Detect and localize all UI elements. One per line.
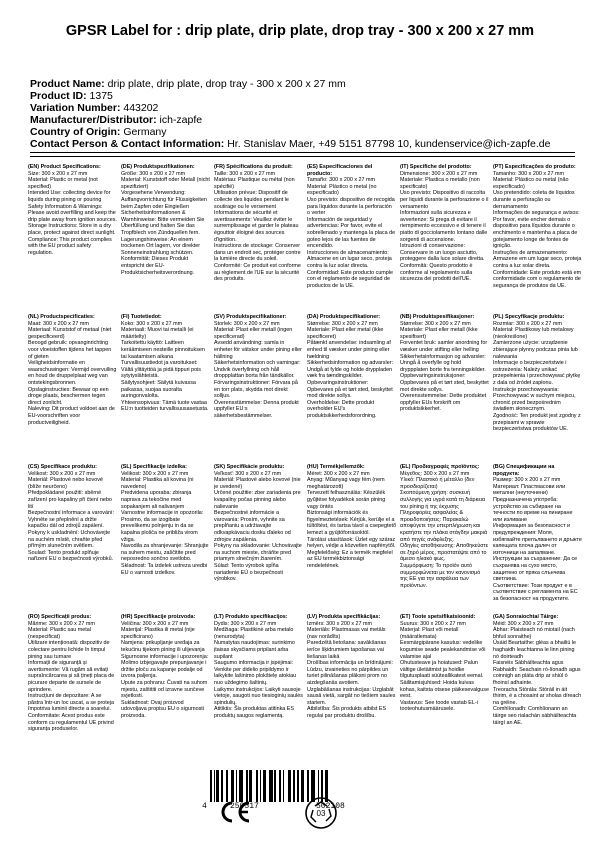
language-heading: (EN) Product Specifications:	[28, 164, 101, 170]
language-heading: (BG) Спецификации на продукта:	[493, 464, 555, 477]
language-text: Maat: 300 x 200 x 27 mm Materiaal: Kunststof of metaal (niet gespecificeerd) Beoogd gebruik: opvanginrichting voor vloeistoffen tijdens het tappen of gieten Veiligheidsinformatie en waarschuwingen: Vermijd overvulling en houd de druppelplaat weg van ontstekingsbronnen. Opslaginstructies: Bewaar op een droge plaats, beschermen tegen direct zonlicht. Naleving: Dit product voldoet aan de EU-voorschriften voor productveiligheid.	[28, 320, 117, 426]
info-value: Hr. Stanislav Maer, +49 5151 87798 10, kundenservice@ich-zapfe.de	[227, 138, 551, 150]
language-block	[28, 614, 117, 756]
info-label: Contact Person & Contact Information:	[30, 138, 225, 150]
language-text: Storlek: 300 x 200 x 27 mm Material: Plast eller metall (ingen specificerad) Avsedd användning: samla in enheter för vätskor under pining eller hällning Säkerhetsinformation och varningar: Undvik överfyllning och håll droppplattan borta från tändkällor. Förvaringsinstruktioner: Förvara på en torr plats, skydda mot direkt solljus. Överensstämmelse: Denna produkt uppfyller EU:s säkerhetsbestämmelser.	[214, 320, 302, 419]
language-heading: (LT) Produkto specifikacijos:	[214, 614, 288, 620]
language-text: Veľkosť: 300 x 200 x 27 mm Materiál: Plastové alebo kovové (nie je uvedené) Určené použitie: zber zariadenia pre kvapaliny počas pinning alebo nalievanie Bezpečnostné informácie a varovania: Prosím, vyhnite sa prepĺňaniu a udržiavajte odkvapkávaciu dosku ďaleko od zdrojov zapálenia. Pokyny na skladovanie: Uchovávajte na suchom mieste, chráňte pred priamym slnečným žiarením. Súlad: Tento výrobok spĺňa nariadenie EÚ o bezpečnosti výrobkov.	[214, 470, 302, 583]
language-heading: (SK) Špecifikácie produktu:	[214, 464, 285, 470]
language-block	[214, 314, 303, 456]
language-text: Größe: 300 x 200 x 27 mm Material: Kunststoff oder Metall (nicht spezifiziert) Vorgesehene Verwendung: Auffangvorrichtung für Flüssigkeiten beim Zapfen oder Eingießen Sicherheitsinformationen & Warnhinweise: Bitte vermeiden Sie Überfüllung und halten Sie das Tropfblech von Zündquellen fern. Lagerungshinweise: An einem trockenen Ort lagern, vor direkter Sonneneinstrahlung schützen. Konformität: Dieses Produkt entspricht der EU-Produktsicherheitsverordnung.	[121, 170, 210, 276]
language-block	[214, 164, 303, 306]
language-block	[28, 464, 117, 606]
language-text: Mărime: 300 x 200 x 27 mm Material: Plastic sau metal (nespecificat) Utilizare intenționată: dispozitiv de colectare pentru lichide în timpul pining sau turnare Informații de siguranță și avertismente: Vă rugăm să evitați supraîncărcarea și să țineți placa de picurare departe de sursele de aprindere. Instrucțiuni de depozitare: A se păstra într-un loc uscat, a se proteja împotriva luminii directe a soarelui. Conformitate: Acest produs este conform cu regulamentul UE privind siguranța produselor.	[28, 620, 115, 733]
language-heading: (DE) Produktspezifikationen:	[121, 164, 195, 170]
info-row	[30, 102, 590, 114]
info-value: drip plate, drip plate, drop tray - 300 x 200 x 27 mm	[107, 78, 346, 90]
language-block	[307, 314, 396, 456]
language-text: Dimensione: 300 x 200 x 27 mm Materiale: Plastica o metallo (non specificato) Uso previsto: Dispositivo di raccolta per liquidi durante la perforazione o il versamento Informazioni sulla sicurezza e avvertenze: Si prega di evitare il riempimento eccessivo e di tenere il piatto di gocciolamento lontano dalle sorgenti di accensione. Istruzioni di conservazione: Conservare in un luogo asciutto, proteggere dalla luce solare diretta. Conformità: Questo prodotto è conforme al regolamento sulla sicurezza dei prodotti dell'UE.	[400, 170, 489, 283]
product-info	[30, 78, 590, 150]
barcode-group-2: 502108	[316, 802, 345, 811]
language-heading: (NB) Produktspesifikasjoner:	[400, 314, 475, 320]
language-block	[493, 314, 582, 456]
info-label: Product Name:	[30, 78, 105, 90]
language-text: Méret: 300 x 200 x 27 mm Anyag: Műanyag vagy fém (nem meghatározott) Tervezett felhasználás: Készülék gyűjtése folyadékok során pining vagy öntés Biztonsági információk és figyelmeztetések: Kérjük, kerülje el a túltöltést, és tartsa távol a csepegtető lemezt a gyújtóforrásoktól. Tárolási utasítások: Üzlet egy száraz helyen, védje a közvetlen napfénytől. Megfelelőség: Ez a termék megfelel az EU termékbiztonsági rendeletének.	[307, 470, 396, 569]
language-text: Izmērs: 300 x 200 x 27 mm Materiāls: Plastmasas vai metāls (nav norādīts) Paredzētā lietošana: savākšanas ierīce šķidrumiem tapošanas vai liešanas laikā Drošības informācija un brīdinājumi: Lūdzu, izvairieties no pārpildes un turiet pilināšanas plāksni prom no aizdegšanās avotiem. Uzglabāšanas instrukcijas: Uzglabāt sausā vietā, sargāt no tiešiem saules stariem. Atbilstība: Šis produkts atbilst ES regulai par produktu drošību.	[307, 620, 396, 719]
info-row	[30, 126, 590, 138]
language-heading: (PT) Especificações do produto:	[493, 164, 576, 170]
divider-top	[30, 152, 575, 153]
language-text: Rozmiar: 300 x 200 x 27 mm Materiał: Plastikowy lub metalowy (nieokreślone) Zamierzone użycie: urządzenie zbierające płynny podczas pinia lub nalewania Informacje o bezpieczeństwie i ostrzeżenia: Należy unikać przepełnienia i przechowywać płytkę z dala od źródeł zapłonu. Instrukcje przechowywania: Przechowywać w suchym miejscu, chronić przed bezpośrednim światłem słonecznym. Zgodność: Ten produkt jest zgodny z przepisami w sprawie bezpieczeństwa produktów UE.	[493, 320, 581, 433]
info-label: Product ID:	[30, 90, 87, 102]
language-text: Velikost: 300 x 200 x 27 mm Materiál: Plastové nebo kovové (blíže neurčeno) Předpokládané použití: sběrné zařízení pro kapaliny při čtení nebo lití Bezpečnostní informace a varování: Vyhněte se přeplnění a držte kapačku dál od zdrojů zapálení. Pokyny k uskladnění: Uchovávejte na suchém místě, chraňte před přímým slunečním světlem. Soulad: Tento produkt splňuje nařízení EU o bezpečnosti výrobků.	[28, 470, 114, 563]
language-block	[493, 614, 582, 756]
language-block	[400, 464, 489, 606]
info-row	[30, 78, 590, 90]
language-heading: (EL) Προδιαγραφές προϊόντος:	[400, 464, 480, 470]
language-heading: (SL) Specifikacije izdelka:	[121, 464, 187, 470]
info-value: Germany	[123, 126, 167, 138]
barcode-group-1: 250517	[230, 802, 259, 811]
language-text: Dydis: 300 x 200 x 27 mm Medžiaga: Plastikinė arba metalo (nenurodyta) Numatytas naudojimas: surinkimo įtaisas skysčiams pripilant arba supilant Saugumo informacija ir įspėjimai: Venkite per didelio pripildymo ir laikykite lašinimo plokštelę atokiau nuo uždegimo šaltinių. Laikymo instrukcijos: Laikyti sausoje vietoje, saugoti nuo tiesioginių saulės spindulių. Atitiktis: Šis produktas atitinka ES produktų saugos reglamentą.	[214, 620, 303, 719]
language-heading: (ES) Especificaciones del producto:	[307, 164, 373, 177]
recycle-number: 03	[316, 809, 326, 818]
info-label: Manufacturer/Distributor:	[30, 114, 157, 126]
language-heading: (FI) Tuotetiedot:	[121, 314, 162, 320]
language-text: Taille: 300 x 200 x 27 mm Matériau: Plastique ou métal (non spécifié) Utilisation prévue: Dispositif de collecte des liquides pendant le soutirage ou le versement Informations de sécurité et avertissements: Veuillez éviter le surremplissage et garder le plateau égouttoir éloigné des sources d'ignition. Instructions de stockage: Conserver dans un endroit sec, protéger contre la lumière directe du soleil. Conformité: Ce produit est conforme au règlement de l'UE sur la sécurité des produits.	[214, 170, 301, 283]
language-heading: (CS) Specifikace produktu:	[28, 464, 97, 470]
language-grid	[28, 164, 580, 764]
info-row	[30, 138, 590, 150]
language-block	[121, 614, 210, 756]
language-text: Velikost: 300 x 200 x 27 mm Material: Plastika ali kovina (ni navedeno) Predvidena uporaba: zbiranja naprava za tekočine med sopakanjem ali nalivanjem Varnostne informacije in opozorila: Prosimo, da se izogibate prevelikemu polnjenju in da se kapalna plošča ne približa virom vžiga. Navodila za shranjevanje: Shranjujte na suhem mestu, zaščitite pred neposredno sončno svetlobo. Skladnost: Ta izdelek ustreza uredbi EU o varnosti izdelkov.	[121, 470, 209, 576]
language-text: Suurus: 300 x 200 x 27 mm Materjal: Plast või metall (määratlemata) Eesmärgipärane kasutus: vedelike kogumise seade pealekandmise või valamise ajal Ohutusteave ja hoiatused: Palun vältige ületäitmist ja hoidke tilgutusplaati süüteallikatest eemal. Säilitamisjuhised: Hoida kuivas kohas, kaitsta otsese päikesevalguse eest. Vastavus: See toode vastab EL-i tooteohutusmäärusele.	[400, 620, 489, 713]
language-heading: (GA) Sonraíochtaí Táirge:	[493, 614, 559, 620]
language-block	[28, 314, 117, 456]
language-block	[121, 464, 210, 606]
language-text: Koko: 300 x 200 x 27 mm Materiaali: Muovi tai metalli (ei määritelty) Tarkoitettu käyttö: Laitteen keräämiseen nesteille pinnoituksen tai kaatamisen aikana Turvallisuustiedot ja varoitukset: Vältä ylitäyttöä ja pidä tippuri pois sytytyslähteistä. Säilytysohjeet: Säilytä kuivassa paikassa, suojaa suoralta auringonvalolta. Yhteensopivuus: Tämä tuote vastaa EU:n tuotteiden turvallisuusasetusta.	[121, 320, 209, 413]
language-heading: (LV) Produkta specifikācijas:	[307, 614, 381, 620]
ce-mark-icon	[218, 800, 252, 824]
language-heading: (ET) Toote spetsifikatsioonid:	[400, 614, 476, 620]
language-text: Tamaño: 300 x 200 x 27 mm Material: Plástico o metal (no especificado) Uso previsto: dispositivo de recogida para líquidos durante la perforación o verter Información de seguridad y advertencias: Por favor, evite el sobrellenado y mantenga la placa de goteo lejos de las fuentes de encendido. Instrucciones de almacenamiento: Almacene en un lugar seco, proteja contra la luz solar directa. Conformidad: Este producto cumple con el reglamento de seguridad de productos de la UE.	[307, 177, 396, 289]
language-heading: (HR) Specifikacije proizvoda:	[121, 614, 196, 620]
language-block	[400, 614, 489, 756]
language-text: Tamanho: 300 x 200 x 27 mm Material: Plástico ou metal (não especificado) Uso pretendido: coleta de líquidos durante a perfuração ou derramamento Informações de segurança e avisos: Por favor, evite encher demais o dispositivo para líquidos durante o enchimento e mantenha a placa de gotejamento longe de fontes de ignição. Instruções de armazenamento: Armazene em um lugar seco, proteja contra a luz solar direta. Conformidade: Este produto está em conformidade com o regulamento de segurança de produtos da UE.	[493, 170, 582, 289]
language-text: Μέγεθος: 300 x 200 x 27 mm Υλικό: Πλαστικό ή μέταλλο (δεν προσδιορίζεται) Σκοπούμενη χρήση: συσκευή συλλογής για υγρά κατά τη διάρκεια του pining ή της έκχυσης Πληροφορίες ασφαλείας & προειδοποιήσεις: Παρακαλώ αποφύγετε την υπερπλήρωση και κρατήστε την πλάκα στάγδην μακριά από πηγές ανάφλεξης. Οδηγίες αποθήκευσης: Αποθηκεύστε σε ξηρό μέρος, προστατέψτε από το άμεσο ηλιακό φως. Συμμόρφωση: Το προϊόν αυτό συμμορφώνεται με τον κανονισμό της ΕΕ για την ασφάλεια των προϊόντων.	[400, 470, 489, 589]
language-block	[121, 314, 210, 456]
language-heading: (SV) Produktspecifikationer:	[214, 314, 287, 320]
language-heading: (FR) Spécifications du produit:	[214, 164, 293, 170]
language-block	[400, 314, 489, 456]
language-block	[121, 164, 210, 306]
language-block	[214, 464, 303, 606]
language-block	[307, 164, 396, 306]
recycle-03-icon	[304, 796, 338, 830]
page-title: GPSR Label for : drip plate, drip plate, drop tray - 300 x 200 x 27 mm	[65, 23, 535, 39]
info-value: 443202	[123, 102, 159, 114]
language-block	[307, 614, 396, 756]
language-heading: (NL) Productspecificaties:	[28, 314, 95, 320]
info-row	[30, 90, 590, 102]
info-value: 1375	[89, 90, 113, 102]
language-block	[493, 164, 582, 306]
language-block	[307, 464, 396, 606]
divider-top-2	[30, 156, 575, 157]
barcode-left-digit: 4	[202, 802, 207, 811]
language-text: Размер: 300 x 200 x 27 mm Материал: Пластмасови или метални (неуточнени) Предназначена употреба: устройство за събиране на течности по време на пиниране или изливане Информация за безопасност и предупреждения: Моля, избягвайте препълването и дръжте капещата плоча далеч от източници на запалване. Инструкции за съхранение: Да се съхранява на сухо място, защитено от пряка слънчева светлина. Съответствие: Този продукт е в съответствие с регламента на ЕС за безопасност на продуктите.	[493, 477, 582, 602]
language-text: Veličina: 300 x 200 x 27 mm Materijal: Plastika ili metal (nije specificirano) Namjena: prikupljanje uređaja za tekućinu tijekom pining ili ulijevanja Sigurnosne informacije i upozorenja: Molimo izbjegavajte prepunjavanje i držite ploču za kapanje podalje od izvora paljenja. Upute za pohranu: Čuvati na suhom mjestu, zaštititi od izravne sunčeve svjetlosti. Sukladnost: Ovaj proizvod udovoljava propisu EU o sigurnosti proizvoda.	[121, 620, 209, 719]
language-heading: (PL) Specyfikacje produktu:	[493, 314, 565, 320]
barcode-bars	[210, 770, 390, 802]
language-text: Størrelse: 300 x 200 x 27 mm Materiale: Plast eller metal (ikke specificeret) Påtænkt anvendelse: indsamling af enhed til væsker under pining eller hældning Sikkerhedsinformation og advarsler: Undgå at fylde og holde dryppladen væk fra tændingskilder. Opbevaringsinstruktioner: Opbevares på et tørt sted, beskyttet mod direkte sollys. Overholdelse: Dette produkt overholder EU's produktsikkerhedsforordning.	[307, 320, 393, 419]
info-label: Country of Origin:	[30, 126, 121, 138]
language-block	[400, 164, 489, 306]
info-label: Variation Number:	[30, 102, 121, 114]
language-heading: (HU) Termékjellemzők:	[307, 464, 365, 470]
language-block	[214, 614, 303, 756]
language-text: Størrelse: 300 x 200 x 27 mm Materiale: Plast eller metall (ikke spesifisert) Forventet bruk: samler anordning for væsker under stifting eller helling Sikkerhetsinformasjon og advarsler: Unngå å overfylle og hold dryppplaten borte fra tenningskilder. Oppbevaringsinstruksjoner: Oppbevares på et tørt sted, beskyttet mot direkte sollys. Overensstemmelse: Dette produktet oppfyller EUs forskrift om produktsikkerhet.	[400, 320, 489, 413]
language-block	[28, 164, 117, 306]
language-text: Méid: 300 x 200 x 27 mm Ábhar: Plaisteach nó miotail (nach bhfuil sonraithe) Úsáid Beartaithe: gléas a bhailiú le haghaidh leachtanna le linn pining nó doirteadh Faisnéis Sábháilteachta agus Rabhaidh: Seachain ró-líonadh agus coinnigh an pláta drip ar shiúl ó fhoinsí adhainte. Treoracha Stórála: Stóráil in áit thirim, é a chosaint ar sholas díreach na gréine. Comhlíonadh: Comhlíonann an táirge seo rialachán sábháilteachta táirgí an AE.	[493, 620, 582, 726]
language-block	[493, 464, 582, 606]
language-heading: (RO) Specificații produs:	[28, 614, 92, 620]
info-value: ich-zapfe	[159, 114, 203, 126]
language-heading: (DA) Produktspecifikationer:	[307, 314, 381, 320]
info-row	[30, 114, 590, 126]
language-text: Size: 300 x 200 x 27 mm Material: Plastic or metal (not specified) Intended Use: collecting device for liquids during pining or pouring Safety Information & Warnings: Please avoid overfilling and keep the drip plate away from ignition sources. Storage Instructions: Store in a dry place, protect against direct sunlight. Compliance: This product complies with the EU product safety regulation.	[28, 170, 117, 256]
language-heading: (IT) Specifiche del prodotto:	[400, 164, 472, 170]
